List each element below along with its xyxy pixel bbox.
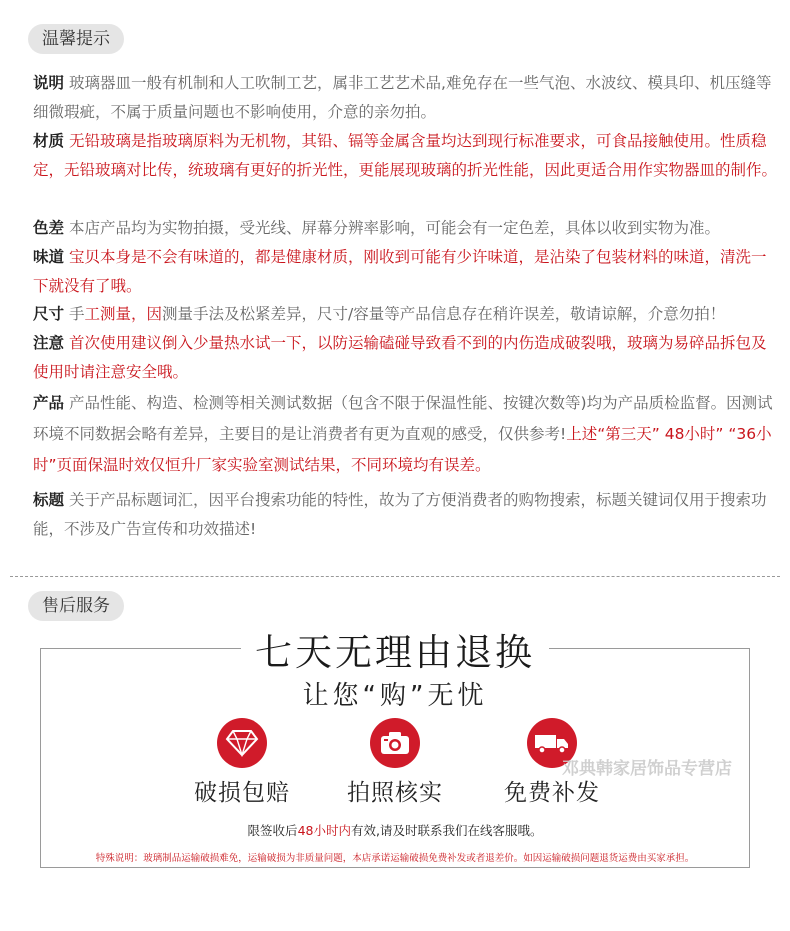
tip-item-caution (33, 329, 778, 387)
tip-key: 尺寸 (33, 305, 65, 323)
tip-key: 味道 (33, 248, 65, 266)
tip-key: 色差 (33, 219, 65, 237)
tip-item-smell (33, 243, 778, 301)
tip-text: 首次使用建议倒入少量热水试一下，以防运输磕碰导致看不到的内伤造成破裂哦，玻璃为易碎品拆包及使用时请注意安全哦。 (33, 334, 767, 381)
section-divider (10, 576, 780, 577)
tip-text-highlight: 上述“第三天” 48小时” “36小时”页面保温时效仅恒升厂家实验室测试结果，不同环境均有误差。 (33, 425, 772, 474)
subheadline: 让您“购”无忧 (302, 681, 488, 711)
tip-item-material (33, 127, 778, 185)
notice-text: 有效,请及时联系我们在线客服哦。 (350, 823, 543, 838)
tip-item-title (33, 486, 778, 544)
headline-text: 七天无理由退换 (241, 622, 549, 676)
tip-key: 材质 (33, 132, 65, 150)
feature-damage-compensation (162, 718, 322, 807)
tip-text: 手 (69, 305, 85, 323)
service-section-title: 售后服务 (28, 591, 124, 621)
tip-text: 无铅玻璃是指玻璃原料为无机物，其铅、镉等金属含量均达到现行标准要求，可食品接触使用。性质稳定，无铅玻璃对比传，统玻璃有更好的折光性，更能展现玻璃的折光性能，因此更适合用作实物器皿的制作。 (33, 132, 778, 179)
tip-text: 测量手法及松紧差异，尺寸/容量等产品信息存在稍许误差，敬请谅解，介意勿拍！ (162, 305, 726, 323)
camera-icon (370, 718, 420, 768)
tip-text: 宝贝本身是不会有味道的，都是健康材质，刚收到可能有少许味道，是沾染了包装材料的味道，清洗一下就没有了哦。 (33, 248, 767, 295)
tip-key: 标题 (33, 491, 65, 509)
tip-text: 玻璃器皿一般有机制和人工吹制工艺，属非工艺艺术品,难免存在一些气泡、水波纹、模具印、机压缝等细微瑕疵，不属于质量问题也不影响使用，介意的亲勿拍。 (33, 74, 772, 121)
tip-item-color-difference (33, 214, 778, 243)
feature-photo-verify (315, 718, 475, 807)
tip-key: 产品 (33, 394, 65, 412)
notice-text: 限签收后 (247, 823, 298, 838)
diamond-icon (217, 718, 267, 768)
tip-item-description (33, 69, 778, 127)
feature-label: 破损包赔 (194, 780, 290, 806)
tip-item-product (33, 388, 778, 481)
claim-notice (0, 821, 790, 839)
tip-text: 关于产品标题词汇，因平台搜索功能的特性，故为了方便消费者的购物搜索，标题关键词仅用于搜索功能，不涉及广告宣传和功效描述! (33, 491, 767, 538)
feature-label: 拍照核实 (347, 780, 443, 806)
headline (0, 622, 790, 676)
store-watermark: 邓典韩家居饰品专营店 (562, 759, 732, 779)
tips-section-title: 温馨提示 (28, 24, 124, 54)
tip-key: 注意 (33, 334, 65, 352)
tip-text: 本店产品均为实物拍摄，受光线、屏幕分辨率影响，可能会有一定色差，具体以收到实物为准。 (69, 219, 721, 237)
tip-text-highlight: 工测量，因 (84, 305, 163, 323)
notice-highlight: 48小时内 (297, 823, 351, 838)
special-note: 特殊说明：玻璃制品运输破损难免，运输破损为非质量问题，本店承诺运输破损免费补发或者退差价。如因运输破损问题退货运费由买家承担。 (95, 853, 695, 864)
feature-label: 免费补发 (504, 780, 600, 806)
tip-text: 产品性能、构造、检测等相关测试数据（包含不限于保温性能、按键次数等)均为产品质检监督。因测试环境不同数据会略有差异，主要目的是让消费者有更为直观的感受，仅供参考! (33, 394, 773, 443)
tip-key: 说明 (33, 74, 65, 92)
tip-item-size (33, 300, 778, 329)
